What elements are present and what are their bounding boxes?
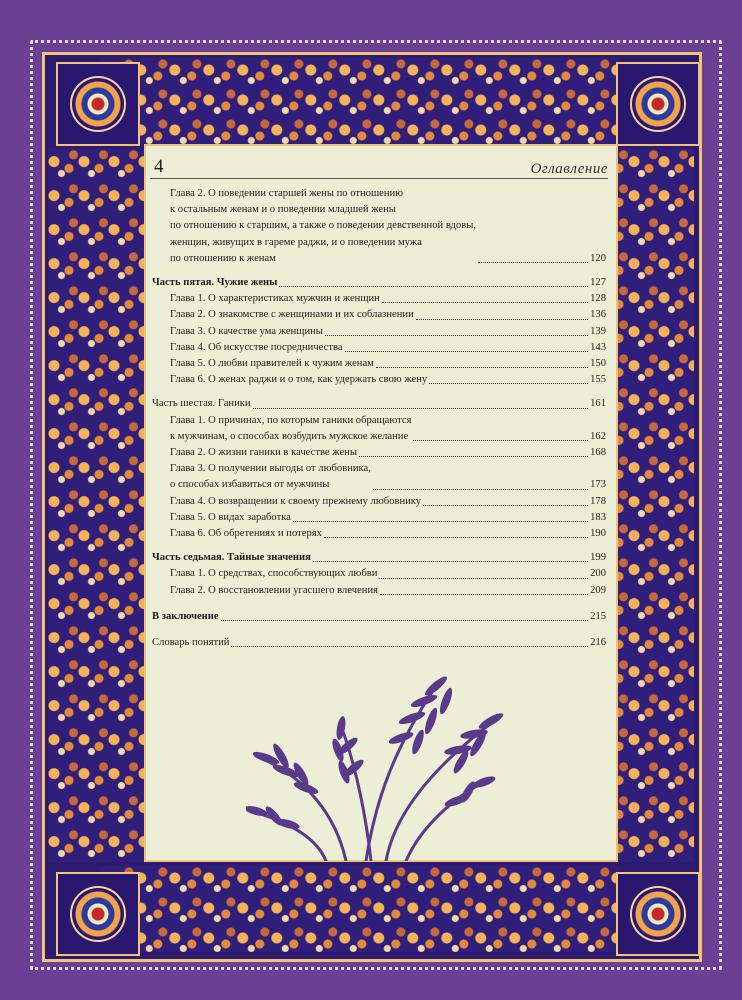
ornament-band-top xyxy=(100,58,620,144)
dot-leader xyxy=(279,286,588,287)
toc-entry-part6[interactable] xyxy=(152,396,606,412)
dot-leader xyxy=(221,620,589,621)
toc-page-number: 199 xyxy=(590,552,606,564)
corner-flower-bottom-left xyxy=(56,872,140,956)
toc-line: Глава 3. О получении выгоды от любовника, xyxy=(170,463,371,475)
dot-leader xyxy=(416,319,588,320)
toc-line: Глава 1. О причинах, по которым ганики обращаются xyxy=(170,414,412,426)
toc-entry-label xyxy=(170,461,371,493)
toc-page-number: 136 xyxy=(590,309,606,321)
dot-leader xyxy=(359,456,588,457)
toc-page-number: 183 xyxy=(590,511,606,523)
toc-entry-label: Глава 2. О жизни ганики в качестве жены xyxy=(170,447,357,459)
toc-line: к остальным женам и о поведении младшей жены xyxy=(170,204,396,216)
toc-entry-label: Глава 2. О знакомстве с женщинами и их соблазнении xyxy=(170,309,414,321)
toc-entry-label: Глава 2. О восстановлении угасшего влечения xyxy=(170,584,379,596)
dot-leader xyxy=(376,367,588,368)
toc-entry-part6-chapter6[interactable] xyxy=(152,526,606,542)
toc-entry-label: Глава 4. О возвращении к своему прежнему любовнику xyxy=(170,495,422,507)
ornament-band-left xyxy=(48,148,144,862)
dot-leader xyxy=(379,578,588,579)
flower-icon xyxy=(72,888,124,940)
toc-entry-part5-chapter6[interactable] xyxy=(152,372,606,388)
toc-line: по отношению к старшим, а также о поведении девственной вдовы, xyxy=(170,220,477,232)
toc-entry-conclusion[interactable] xyxy=(152,609,606,625)
toc-page-number: 150 xyxy=(590,358,606,370)
corner-flower-top-right xyxy=(616,62,700,146)
toc-entry-label: Глава 6. Об обретениях и потерях xyxy=(170,528,322,540)
toc-part-title: Часть седьмая. Тайные значения xyxy=(152,552,311,564)
toc-part-title: В заключение xyxy=(152,610,219,622)
toc-page-number: 127 xyxy=(590,277,606,289)
corner-flower-bottom-right xyxy=(616,872,700,956)
dot-leader xyxy=(413,440,588,441)
toc-line: о способах избавиться от мужчины xyxy=(170,479,330,491)
toc-page-number: 178 xyxy=(590,495,606,507)
dot-leader xyxy=(313,561,588,562)
toc-entry-label: Глава 4. Об искусстве посредничества xyxy=(170,341,343,353)
toc-page-number: 173 xyxy=(590,479,606,491)
toc-entry-label: Глава 1. О характеристиках мужчин и женщин xyxy=(170,293,380,305)
dot-leader xyxy=(478,262,588,263)
toc-entry-label: Глава 1. О средствах, способствующих любви xyxy=(170,568,378,580)
toc-page-number: 168 xyxy=(590,447,606,459)
toc-entry-label xyxy=(170,186,476,267)
dot-leader xyxy=(373,489,588,490)
toc-page-number: 155 xyxy=(590,374,606,386)
toc-page-number: 215 xyxy=(590,610,606,622)
toc-part-title: Часть шестая. Ганики xyxy=(152,398,251,410)
toc-entry-label: Глава 6. О женах раджи и о том, как удержать свою жену xyxy=(170,374,428,386)
toc-line: женщин, живущих в гареме раджи, и о поведении мужа xyxy=(170,236,422,248)
dot-leader xyxy=(293,521,588,522)
toc-entry-label: Глава 3. О качестве ума женщины xyxy=(170,325,323,337)
toc-entry-part7-chapter2[interactable] xyxy=(152,583,606,599)
toc-entry-part5[interactable] xyxy=(152,275,606,291)
dot-leader xyxy=(324,537,588,538)
running-title: Оглавление xyxy=(530,161,608,177)
dot-leader xyxy=(382,302,588,303)
dot-leader xyxy=(325,335,588,336)
flower-icon xyxy=(72,78,124,130)
toc-line: по отношению к женам xyxy=(170,252,276,264)
toc-entry-part6-chapter5[interactable] xyxy=(152,510,606,526)
toc-page-number: 209 xyxy=(590,584,606,596)
toc-part-title: Часть пятая. Чужие жены xyxy=(152,277,278,289)
toc-line: к мужчинам, о способах возбудить мужское желание xyxy=(170,430,409,442)
page-header xyxy=(150,154,608,179)
toc-entry-part5-chapter5[interactable] xyxy=(152,356,606,372)
page-number: 4 xyxy=(154,156,164,177)
toc-line: Глава 2. О поведении старшей жены по отношению xyxy=(170,188,404,199)
toc-page-number: 120 xyxy=(590,252,606,264)
toc-entry-label: Глава 5. О любви правителей к чужим женам xyxy=(170,358,374,370)
toc-page-number: 128 xyxy=(590,293,606,305)
toc-page-number: 162 xyxy=(590,430,606,442)
toc-page-number: 139 xyxy=(590,325,606,337)
dot-leader xyxy=(253,408,589,409)
toc-entry-part5-chapter1[interactable] xyxy=(152,291,606,307)
dot-leader xyxy=(380,594,588,595)
toc-page-number: 161 xyxy=(590,398,606,410)
dot-leader xyxy=(345,351,589,352)
flower-icon xyxy=(632,78,684,130)
dot-leader xyxy=(423,505,588,506)
toc-entry-part6-chapter4[interactable] xyxy=(152,494,606,510)
table-of-contents xyxy=(152,186,606,651)
flower-icon xyxy=(632,888,684,940)
toc-entry-part5-chapter4[interactable] xyxy=(152,340,606,356)
toc-part-title: Словарь понятий xyxy=(152,637,230,649)
toc-page-number: 190 xyxy=(590,528,606,540)
dot-leader xyxy=(429,383,588,384)
toc-entry-label xyxy=(170,413,411,445)
toc-entry-part6-chapter1[interactable] xyxy=(152,413,606,445)
ornament-band-bottom xyxy=(100,866,620,952)
toc-entry-part6-chapter3[interactable] xyxy=(152,461,606,493)
toc-page-number: 143 xyxy=(590,341,606,353)
content-page xyxy=(144,144,618,862)
toc-entry-part7-chapter1[interactable] xyxy=(152,566,606,582)
wheat-illustration xyxy=(246,646,506,861)
toc-entry-part6-chapter2[interactable] xyxy=(152,445,606,461)
toc-entry-label: Глава 5. О видах заработка xyxy=(170,511,291,523)
toc-entry-part4-chapter2[interactable] xyxy=(152,186,606,267)
toc-page-number: 200 xyxy=(590,568,606,580)
toc-page-number: 216 xyxy=(590,637,606,649)
toc-entry-part7[interactable] xyxy=(152,550,606,566)
toc-entry-part5-chapter3[interactable] xyxy=(152,324,606,340)
toc-entry-part5-chapter2[interactable] xyxy=(152,307,606,323)
corner-flower-top-left xyxy=(56,62,140,146)
